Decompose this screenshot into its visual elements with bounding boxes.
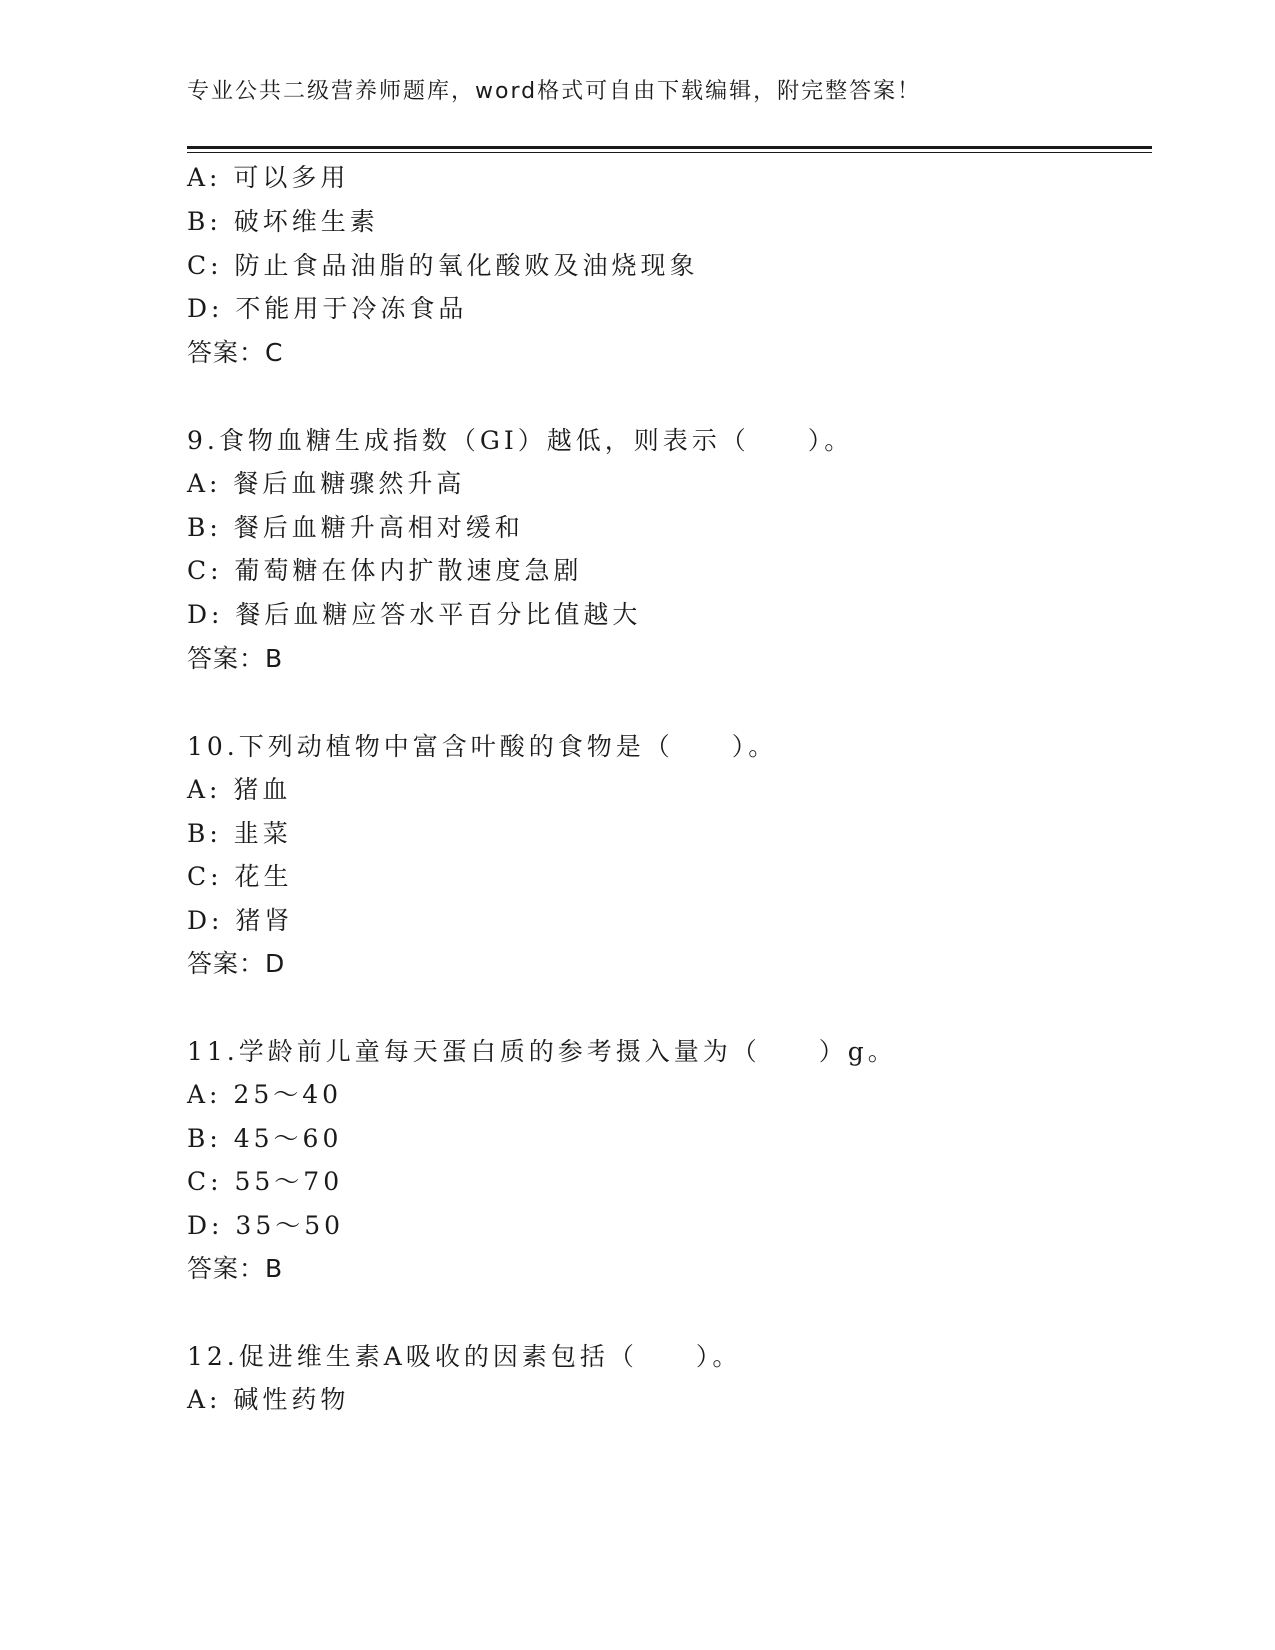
option-c: C: 55～70 (187, 1167, 344, 1196)
question-text: 9.食物血糖生成指数（GI）越低，则表示（ ）。 (187, 426, 854, 455)
option-a: A: 25～40 (187, 1080, 343, 1109)
option-d: D: 35～50 (187, 1211, 345, 1240)
option-d: D: 猪肾 (187, 906, 294, 935)
option-d: D: 餐后血糖应答水平百分比值越大 (187, 600, 642, 629)
option-c: C: 花生 (187, 862, 293, 891)
option-b: B: 餐后血糖升高相对缓和 (187, 513, 524, 542)
question-text: 10.下列动植物中富含叶酸的食物是（ ）。 (187, 732, 778, 761)
question-text: 11.学龄前儿童每天蛋白质的参考摄入量为（ ）g。 (187, 1037, 897, 1066)
option-a: A: 可以多用 (187, 163, 350, 192)
option-b: B: 破坏维生素 (187, 207, 379, 236)
answer: 答案：D (187, 949, 286, 978)
option-c: C: 葡萄糖在体内扩散速度急剧 (187, 556, 583, 585)
option-a: A: 猪血 (187, 775, 292, 804)
option-b: B: 韭菜 (187, 819, 292, 848)
option-d: D: 不能用于冷冻食品 (187, 294, 468, 323)
option-b: B: 45～60 (187, 1124, 343, 1153)
option-a: A: 餐后血糖骤然升高 (187, 469, 466, 498)
question-text: 12.促进维生素A吸收的因素包括（ ）。 (187, 1342, 742, 1371)
page-header: 专业公共二级营养师题库，word格式可自由下载编辑，附完整答案！ (187, 79, 922, 104)
answer: 答案：C (187, 338, 284, 367)
option-a: A: 碱性药物 (187, 1385, 350, 1414)
answer: 答案：B (187, 1254, 284, 1283)
option-c: C: 防止食品油脂的氧化酸败及油烧现象 (187, 251, 699, 280)
header-rule-thin (187, 152, 1152, 153)
header-rule-thick (187, 146, 1152, 149)
answer: 答案：B (187, 644, 284, 673)
